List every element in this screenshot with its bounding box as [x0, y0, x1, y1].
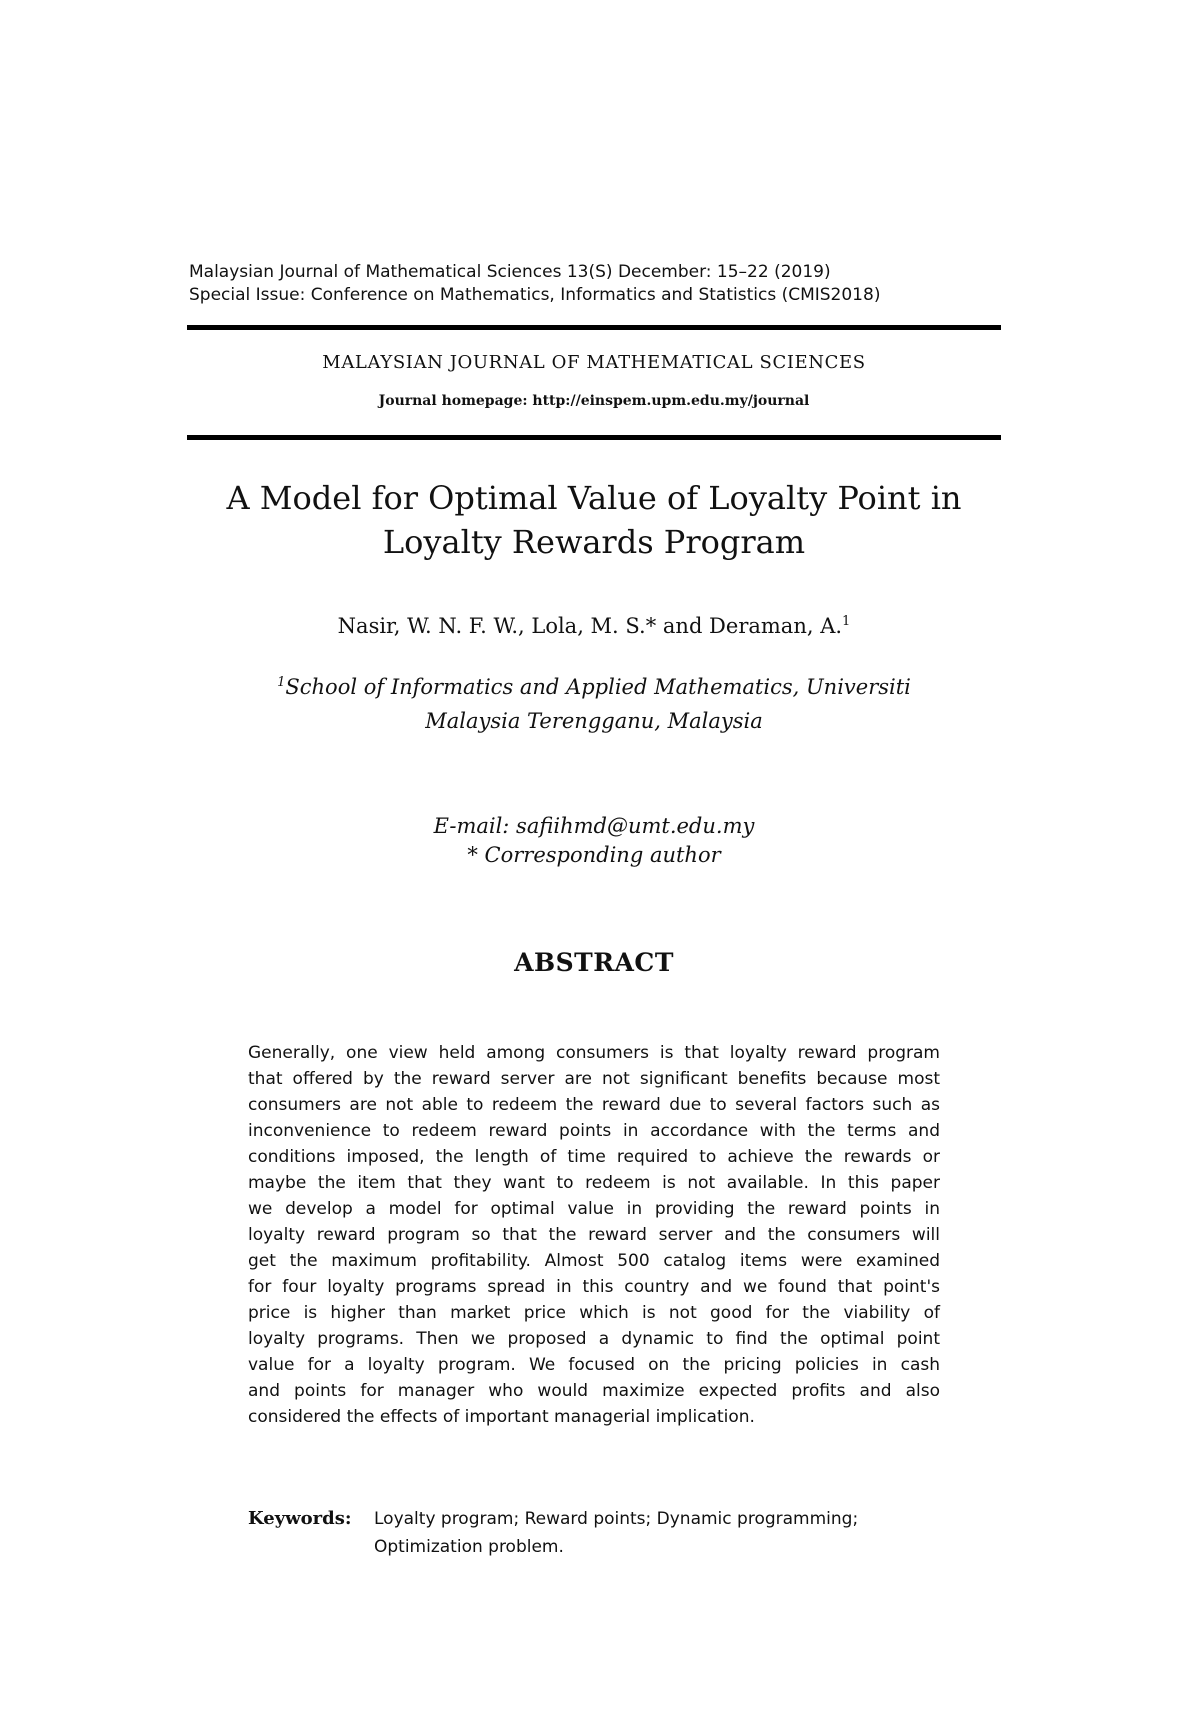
- authors-text: Nasir, W. N. F. W., Lola, M. S.* and Deraman, A.: [337, 614, 843, 638]
- abstract-line: loyalty reward program so that the reward server and the consumers will: [248, 1225, 940, 1245]
- author-affiliation-marker: 1: [842, 614, 851, 629]
- paper-title-line: Loyalty Rewards Program: [382, 523, 806, 561]
- abstract-line: that offered by the reward server are not significant benefits because most: [248, 1069, 940, 1089]
- keywords-line: Optimization problem.: [374, 1537, 564, 1557]
- author-list: [187, 614, 1001, 638]
- paper-title-line: A Model for Optimal Value of Loyalty Point in: [226, 479, 962, 517]
- abstract-line: and points for manager who would maximize expected profits and also: [248, 1381, 940, 1401]
- masthead-top-rule: [187, 325, 1001, 330]
- abstract-line: for four loyalty programs spread in this country and we found that point's: [248, 1277, 940, 1297]
- homepage-link[interactable]: http://einspem.upm.edu.my/journal: [532, 393, 810, 409]
- contact-info: [187, 812, 1001, 870]
- abstract-line: maybe the item that they want to redeem is not available. In this paper: [248, 1173, 940, 1193]
- abstract-line: loyalty programs. Then we proposed a dynamic to find the optimal point: [248, 1329, 940, 1349]
- abstract-line: value for a loyalty program. We focused on the pricing policies in cash: [248, 1355, 940, 1375]
- affiliation-line: School of Informatics and Applied Mathematics, Universiti: [285, 675, 911, 699]
- abstract-line: Generally, one view held among consumers is that loyalty reward program: [248, 1043, 940, 1063]
- abstract-line: get the maximum profitability. Almost 500 catalog items were examined: [248, 1251, 940, 1271]
- abstract-body: [248, 1040, 940, 1430]
- abstract-line: considered the effects of important managerial implication.: [248, 1407, 755, 1427]
- email-address[interactable]: E-mail: safiihmd@umt.edu.my: [433, 814, 755, 838]
- affiliation-marker: 1: [277, 675, 286, 690]
- affiliation: [187, 670, 1001, 738]
- affiliation-line: Malaysia Terengganu, Malaysia: [425, 709, 763, 733]
- journal-masthead: MALAYSIAN JOURNAL OF MATHEMATICAL SCIENCES: [322, 352, 866, 373]
- keywords-label: Keywords:: [248, 1508, 352, 1529]
- corresponding-author-note: * Corresponding author: [467, 843, 721, 867]
- journal-citation-line: Malaysian Journal of Mathematical Sciences 13(S) December: 15–22 (2019): [189, 262, 831, 282]
- homepage-label: Journal homepage:: [378, 393, 528, 409]
- abstract-line: inconvenience to redeem reward points in accordance with the terms and: [248, 1121, 940, 1141]
- special-issue-line: Special Issue: Conference on Mathematics, Informatics and Statistics (CMIS2018): [189, 285, 881, 305]
- masthead-bottom-rule: [187, 435, 1001, 440]
- abstract-line: price is higher than market price which is not good for the viability of: [248, 1303, 940, 1323]
- journal-homepage: [187, 393, 1001, 409]
- keywords-line: Loyalty program; Reward points; Dynamic programming;: [374, 1509, 859, 1529]
- paper-title: [187, 476, 1001, 564]
- abstract-line: we develop a model for optimal value in providing the reward points in: [248, 1199, 940, 1219]
- abstract-line: conditions imposed, the length of time required to achieve the rewards or: [248, 1147, 940, 1167]
- abstract-line: consumers are not able to redeem the reward due to several factors such as: [248, 1095, 940, 1115]
- abstract-heading: ABSTRACT: [514, 948, 674, 977]
